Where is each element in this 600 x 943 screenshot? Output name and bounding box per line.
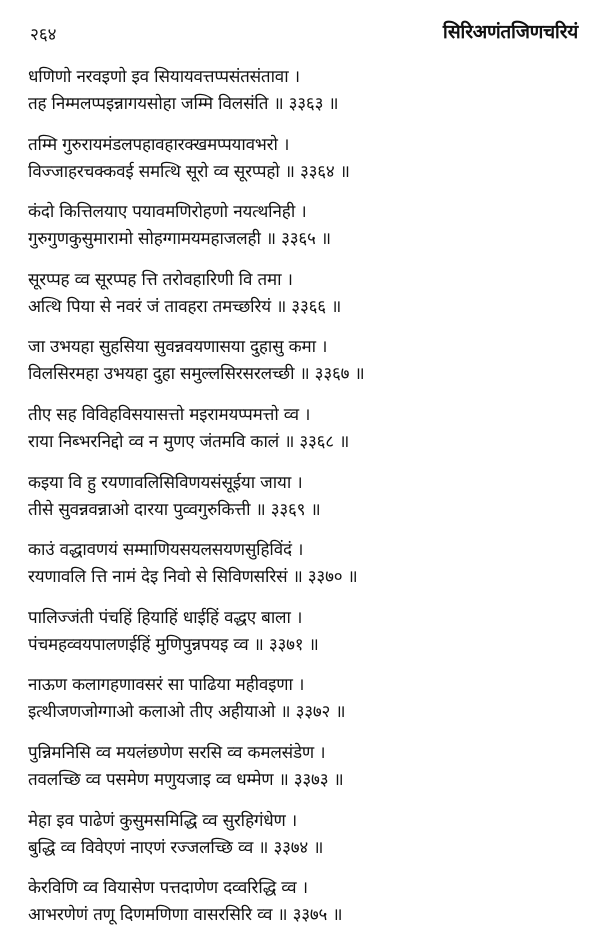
verse-line: धणिणो नरवइणो इव सियायवत्तप्पसंतसंतावा । bbox=[28, 67, 300, 87]
verse-3368 bbox=[28, 402, 588, 470]
verse-line: कंदो कित्तिलयाए पयावमणिरोहणो नयत्थनिही । bbox=[28, 202, 307, 223]
verse-3369 bbox=[28, 470, 588, 538]
verse-list bbox=[28, 64, 588, 943]
verse-line: पंचमहव्वयपालणईहिं मुणिपुन्नपयइ व्व ॥ ३३७१ ॥ bbox=[28, 634, 319, 655]
verse-line: इत्थीजणजोग्गाओ कलाओ तीए अहीयाओ ॥ ३३७२ ॥ bbox=[28, 702, 346, 723]
verse-line: केरविणि व्व वियासेण पत्तदाणेण दव्वरिद्धि व्व । bbox=[28, 878, 308, 899]
verse-line: तीए सह विविहविसयासत्तो मइरामयप्पमत्तो व्व । bbox=[28, 404, 311, 425]
verse-3375 bbox=[28, 875, 588, 943]
verse-line: विलसिरमहा उभयहा दुहा समुल्लसिरसरलच्छी ॥ ३३६७ ॥ bbox=[28, 364, 365, 385]
verse-line: अत्थि पिया से नवरं जं तावहरा तमच्छरियं ॥ ३३६६ ॥ bbox=[28, 296, 342, 317]
verse-line: तह निम्मलप्पइन्नागयसोहा जम्मि विलसंति ॥ ३३६३ ॥ bbox=[28, 94, 339, 114]
verse-line: काउं वद्धावणयं सम्माणियसयलसयणसुहिविंदं । bbox=[28, 540, 304, 561]
verse-line: पुन्निमनिसि व्व मयलंछणेण सरसि व्व कमलसंडेण । bbox=[28, 742, 326, 763]
verse-3365 bbox=[28, 199, 588, 267]
verse-line: बुद्धि व्व विवेएणं नाएणं रज्जलच्छि व्व ॥ ३३७४ ॥ bbox=[28, 837, 324, 858]
verse-line: गुरुगुणकुसुमारामो सोहग्गामयमहाजलही ॥ ३३६५ ॥ bbox=[28, 229, 331, 250]
verse-line: तवलच्छि व्व पसमेण मणुयजाइ व्व धम्मेण ॥ ३३७३ ॥ bbox=[28, 769, 344, 790]
verse-3364 bbox=[28, 132, 588, 200]
verse-3367 bbox=[28, 334, 588, 402]
verse-line: तीसे सुवन्नवन्नाओ दारया पुव्वगुरुकित्ती ॥ ३३६९ ॥ bbox=[28, 499, 321, 520]
verse-3371 bbox=[28, 605, 588, 673]
verse-line: कइया वि हु रयणावलिसिविणयसंसूईया जाया । bbox=[28, 472, 303, 493]
verse-line: मेहा इव पाढेणं कुसुमसमिद्धि व्व सुरहिगंधेण । bbox=[28, 810, 298, 831]
verse-line: नाऊण कलागहणावसरं सा पाढिया महीवइणा । bbox=[28, 675, 305, 696]
verse-line: रयणावलि त्ति नामं देइ निवो से सिविणसरिसं ॥ ३३७० ॥ bbox=[28, 567, 358, 588]
running-title: सिरिअणंतजिणचरियं bbox=[442, 21, 578, 43]
verse-line: विज्जाहरचक्कवई समत्थि सूरो व्व सूरप्पहो ॥ ३३६४ ॥ bbox=[28, 161, 350, 182]
page-number: २६४ bbox=[30, 25, 57, 45]
page-header bbox=[0, 18, 600, 50]
verse-3363 bbox=[28, 64, 588, 132]
verse-3366 bbox=[28, 267, 588, 335]
verse-3370 bbox=[28, 537, 588, 605]
verse-line: तम्मि गुरुरायमंडलपहावहारक्खमप्पयावभरो । bbox=[28, 134, 290, 155]
verse-3372 bbox=[28, 672, 588, 740]
verse-line: आभरणेणं तणू दिणमणिणा वासरसिरि व्व ॥ ३३७५ ॥ bbox=[28, 905, 343, 926]
verse-line: सूरप्पह व्व सूरप्पह त्ति तरोवहारिणी वि तमा । bbox=[28, 269, 293, 290]
verse-3374 bbox=[28, 808, 588, 876]
verse-3373 bbox=[28, 740, 588, 808]
verse-line: पालिज्जंती पंचहिं हियाहिं धाईहिं वद्धए बाला । bbox=[28, 607, 303, 628]
verse-line: जा उभयहा सुहसिया सुवन्नवयणासया दुहासु कमा । bbox=[28, 337, 328, 358]
verse-line: राया निब्भरनिद्दो व्व न मुणए जंतमवि कालं ॥ ३३६८ ॥ bbox=[28, 431, 350, 452]
